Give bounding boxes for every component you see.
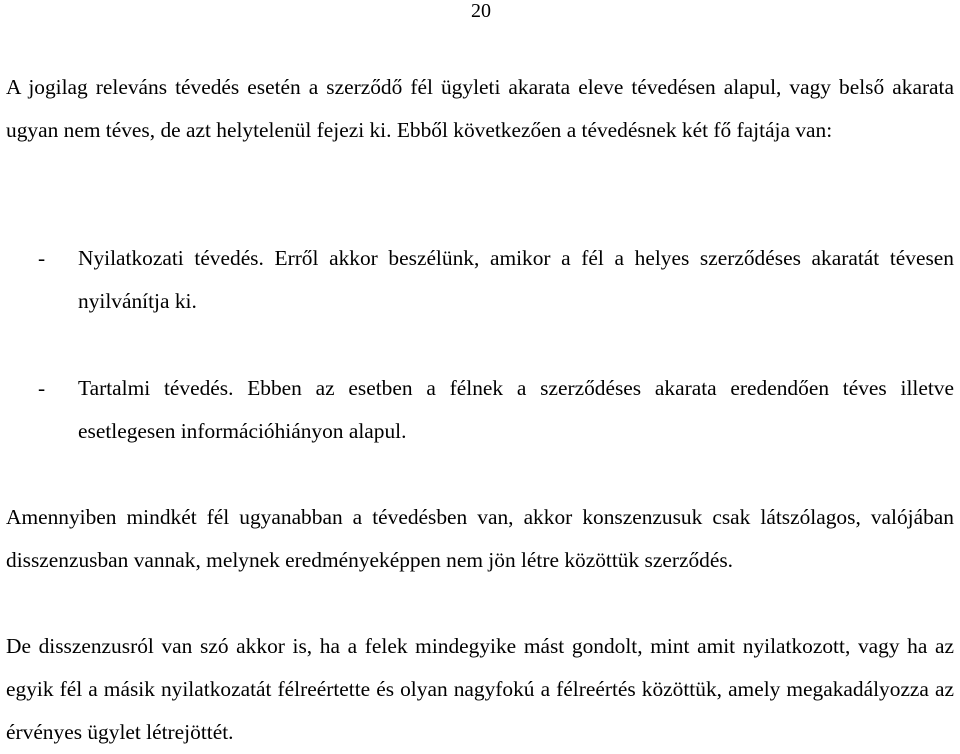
intro-paragraph: A jogilag releváns tévedés esetén a szerződő fél ügyleti akarata eleve tévedésen alapul, vagy belső akarata ugyan nem téves, de azt helytelenül fejezi ki. Ebből következően a tévedésnek két fő fajtája van: — [6, 75, 954, 142]
list-dash: - — [38, 376, 46, 400]
list-item — [38, 367, 954, 453]
page-number: 20 — [471, 0, 491, 22]
list-item-text: Nyilatkozati tévedés. Erről akkor beszélünk, amikor a fél a helyes szerződéses akaratát tévesen nyilvánítja ki. — [78, 246, 954, 313]
list-item-text: Tartalmi tévedés. Ebben az esetben a félnek a szerződéses akarata eredendően téves illetve esetlegesen információhiányon alapul. — [78, 376, 954, 443]
body-paragraph: Amennyiben mindkét fél ugyanabban a tévedésben van, akkor konszenzusuk csak látszólagos, valójában disszenzusban vannak, melynek eredményeképpen nem jön létre közöttük szerződés. — [6, 505, 954, 572]
list-item — [38, 237, 954, 323]
body-paragraph: De disszenzusról van szó akkor is, ha a felek mindegyike mást gondolt, mint amit nyilatkozott, vagy ha az egyik fél a másik nyilatkozatát félreértette és olyan nagyfokú a félreértés közöttük, amely megakadályozza az érvényes ügylet létrejöttét. — [6, 634, 954, 744]
list-dash: - — [38, 246, 46, 270]
